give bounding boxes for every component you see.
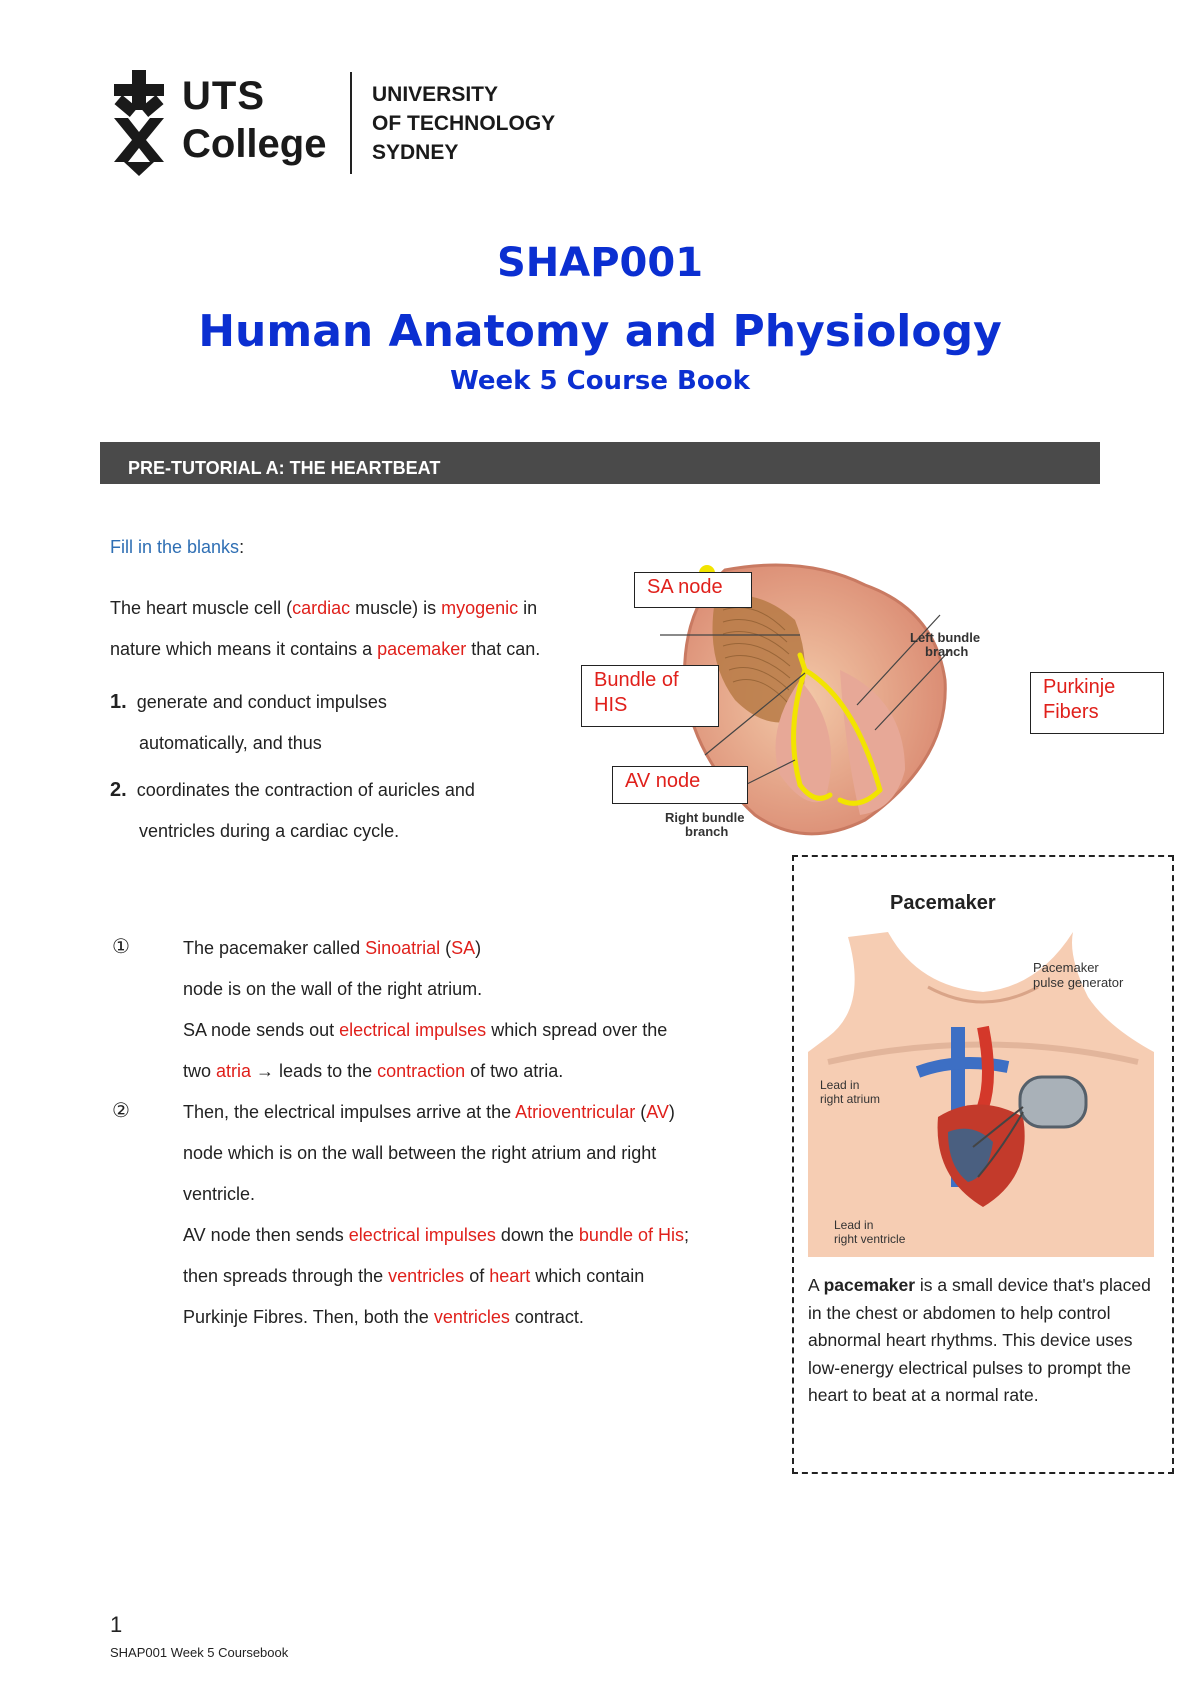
step-marker-1: ① xyxy=(112,936,130,958)
step-2-line xyxy=(183,1256,783,1297)
step-2-line: ventricle. xyxy=(183,1184,256,1204)
text-run: is a small device that's placed in the chest or abdomen to help control abnormal heart rhythms. This device uses low-energy electrical pulses to prompt the heart to beat at a normal rate. xyxy=(808,1275,1151,1405)
answer-electrical-impulses: electrical impulses xyxy=(339,1020,487,1040)
week-title: Week 5 Course Book xyxy=(450,366,750,396)
answer-sa: SA xyxy=(451,938,476,958)
label-lead-rv: Lead in xyxy=(834,1218,874,1232)
callout-line: Purkinje xyxy=(1043,676,1116,698)
step-1-line xyxy=(183,1051,783,1092)
step-1 xyxy=(183,928,783,1092)
callout-line: HIS xyxy=(594,694,628,716)
step-1-line xyxy=(183,928,783,969)
pacemaker-description xyxy=(808,1272,1158,1410)
footer-label: SHAP001 Week 5 Coursebook xyxy=(110,1645,289,1660)
text-run: AV node then sends xyxy=(183,1225,349,1245)
text-run: ( xyxy=(440,938,452,958)
text-run: The pacemaker called xyxy=(183,938,366,958)
label-left-bundle-2: branch xyxy=(925,644,969,659)
step-marker-2: ② xyxy=(112,1100,130,1122)
text-run: which contain xyxy=(530,1266,645,1286)
label-pulse-generator-2: pulse generator xyxy=(1033,975,1124,990)
section-header-bar xyxy=(100,442,1100,484)
text-run: down the xyxy=(495,1225,579,1245)
step-1-line xyxy=(183,1010,783,1051)
step-2 xyxy=(183,1092,783,1338)
list-item-line: generate and conduct impulses xyxy=(136,692,387,712)
text-run: then spreads through the xyxy=(183,1266,389,1286)
answer-electrical-impulses-2: electrical impulses xyxy=(348,1225,496,1245)
step-2-line xyxy=(183,1092,783,1133)
step-2-line: node which is on the wall between the right atrium and right xyxy=(183,1143,657,1163)
step-2-line xyxy=(183,1297,783,1338)
callout-sa-node: SA node xyxy=(634,572,752,608)
callout-bundle-of-his xyxy=(581,665,719,727)
answer-bundle-of-his: bundle of His xyxy=(578,1225,684,1245)
label-right-bundle: Right bundle xyxy=(665,810,745,825)
logo-divider xyxy=(350,72,352,174)
logo-text-uts: UTS xyxy=(182,74,265,118)
text-run: → leads to the xyxy=(251,1061,378,1081)
uni-name-line1: UNIVERSITY xyxy=(372,83,499,106)
text-run: that can. xyxy=(466,639,541,659)
step-1-line: node is on the wall of the right atrium. xyxy=(183,979,483,999)
answer-cardiac: cardiac xyxy=(292,598,351,618)
text-run: Purkinje Fibres. Then, both the xyxy=(183,1307,434,1327)
instruction-text: Fill in the blanks xyxy=(110,537,240,557)
answer-heart: heart xyxy=(489,1266,531,1286)
text-run: of two atria. xyxy=(465,1061,564,1081)
uni-name-line3: SYDNEY xyxy=(372,141,459,164)
text-run: SA node sends out xyxy=(183,1020,340,1040)
text-run: The heart muscle cell ( xyxy=(110,598,293,618)
list-item xyxy=(110,682,540,723)
text-run: which spread over the xyxy=(486,1020,668,1040)
step-2-line xyxy=(183,1215,783,1256)
text-run: ) xyxy=(668,1102,675,1122)
instruction xyxy=(110,537,244,558)
text-run: ; xyxy=(684,1225,690,1245)
pacemaker-info-box xyxy=(792,855,1174,1474)
answer-ventricles: ventricles xyxy=(388,1266,465,1286)
list-number: 2. xyxy=(110,779,127,801)
callout-av-node: AV node xyxy=(612,766,748,804)
intro-line-1 xyxy=(110,588,540,629)
course-code: SHAP001 xyxy=(496,240,704,286)
answer-pacemaker: pacemaker xyxy=(377,639,467,659)
answer-ventricles-2: ventricles xyxy=(433,1307,510,1327)
uni-name-line2: OF TECHNOLOGY xyxy=(372,112,556,135)
text-run: ) xyxy=(475,938,482,958)
intro-paragraph xyxy=(110,588,540,852)
text-run: of xyxy=(464,1266,490,1286)
intro-line-2 xyxy=(110,629,540,670)
label-right-bundle-2: branch xyxy=(685,824,729,839)
uts-college-logo xyxy=(110,70,670,180)
section-title: PRE-TUTORIAL A: THE HEARTBEAT xyxy=(128,458,441,478)
uts-logo-mark-icon xyxy=(110,70,168,176)
answer-myogenic: myogenic xyxy=(441,598,519,618)
answer-sinoatrial: Sinoatrial xyxy=(365,938,441,958)
text-run: in xyxy=(518,598,538,618)
answer-av: AV xyxy=(646,1102,669,1122)
answer-contraction: contraction xyxy=(377,1061,466,1081)
answer-atria: atria xyxy=(216,1061,252,1081)
label-left-bundle: Left bundle xyxy=(910,630,981,645)
text-run: Then, the electrical impulses arrive at the xyxy=(183,1102,516,1122)
label-lead-ra-2: right atrium xyxy=(820,1092,881,1106)
course-title: Human Anatomy and Physiology xyxy=(198,306,1002,357)
text-run: contract. xyxy=(509,1307,584,1327)
answer-atrioventricular: Atrioventricular xyxy=(515,1102,636,1122)
text-run: nature which means it contains a xyxy=(110,639,378,659)
instruction-colon: : xyxy=(239,537,245,557)
pacemaker-illustration-icon xyxy=(808,877,1154,1257)
list-number: 1. xyxy=(110,691,127,713)
text-run: muscle) is xyxy=(350,598,442,618)
fig-title: Pacemaker xyxy=(890,892,996,914)
label-lead-rv-2: right ventricle xyxy=(834,1232,906,1246)
list-item-line: coordinates the contraction of auricles and xyxy=(136,780,475,800)
logo-text-college: College xyxy=(182,122,327,166)
callout-line: Bundle of xyxy=(594,669,679,691)
page-number: 1 xyxy=(110,1612,123,1637)
pacemaker-term: pacemaker xyxy=(823,1275,916,1295)
callout-line: Fibers xyxy=(1043,701,1099,723)
label-lead-ra: Lead in xyxy=(820,1078,860,1092)
pacemaker-figure xyxy=(808,877,1154,1257)
label-pulse-generator: Pacemaker xyxy=(1033,960,1099,975)
list-item-cont: ventricles during a cardiac cycle. xyxy=(139,821,400,841)
text-run: ( xyxy=(635,1102,647,1122)
list-item-cont: automatically, and thus xyxy=(139,733,322,753)
text-run: two xyxy=(183,1061,217,1081)
list-item xyxy=(110,770,540,811)
callout-purkinje-fibers xyxy=(1030,672,1164,734)
text-run: A xyxy=(808,1275,824,1295)
